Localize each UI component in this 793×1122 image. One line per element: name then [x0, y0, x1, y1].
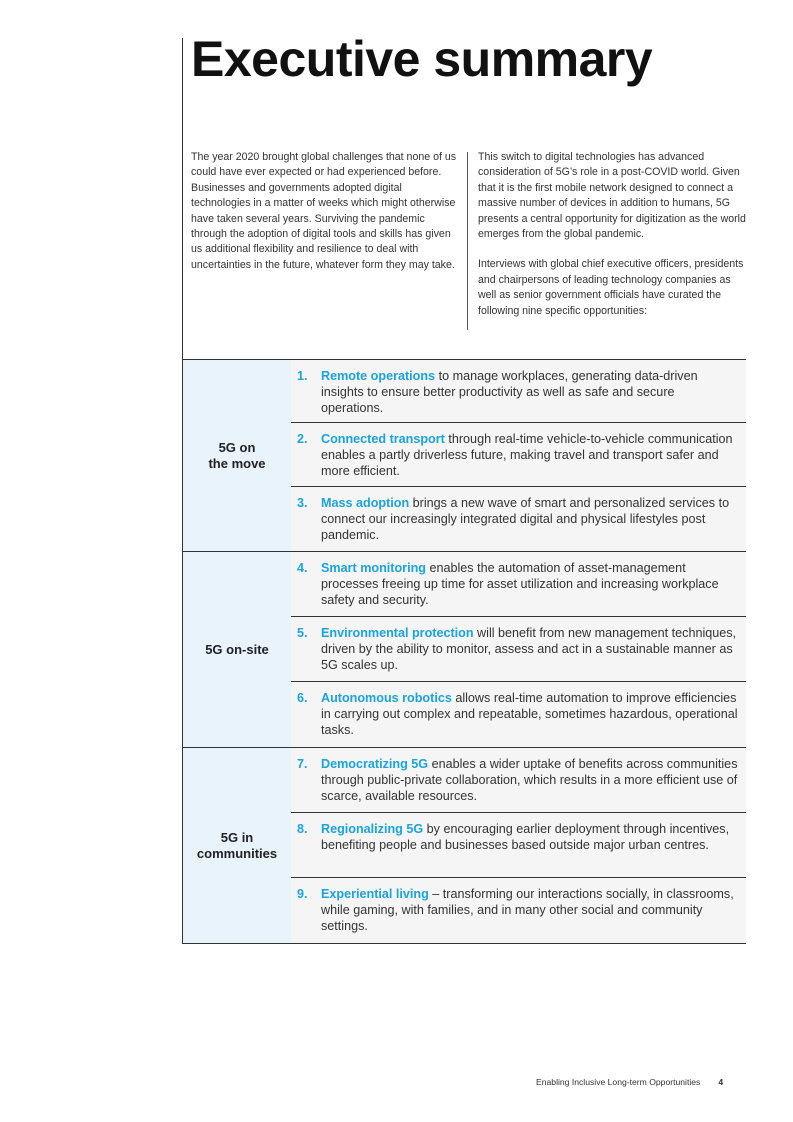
item-number: 4.: [297, 561, 308, 575]
group-items: [291, 360, 746, 551]
item-number: 5.: [297, 626, 308, 640]
page-title: Executive summary: [191, 31, 653, 87]
item-description: will benefit from new management techniques, driven by the ability to monitor, assess and act in a sustainable manner as 5G scales up.: [321, 626, 737, 672]
item-text: [321, 886, 740, 936]
item-description: allows real-time automation to improve efficiencies in carrying out complex and repeatable, sometimes hazardous, operational tasks.: [321, 691, 738, 737]
opportunity-group: [182, 551, 746, 747]
item-description: brings a new wave of smart and personalized services to connect our increasingly integrated digital and physical lifestyles post pandemic.: [321, 496, 730, 542]
item-number: 9.: [297, 887, 308, 901]
opportunity-item: [291, 552, 746, 617]
item-highlight: Connected transport: [321, 432, 445, 446]
group-label: 5G in communities: [183, 748, 291, 943]
opportunity-item: [291, 423, 746, 487]
item-description: through real-time vehicle-to-vehicle communication enables a partly driverless future, making travel and transport safer and more efficient.: [321, 432, 733, 478]
opportunity-item: [291, 617, 746, 682]
item-highlight: Democratizing 5G: [321, 757, 429, 771]
opportunity-item: [291, 682, 746, 747]
opportunity-group: [182, 359, 746, 551]
intro-left-column: [191, 150, 461, 288]
item-number: 2.: [297, 432, 308, 446]
item-highlight: Remote operations: [321, 369, 436, 383]
opportunity-item: [291, 748, 746, 813]
item-text: [321, 495, 740, 544]
intro-paragraph: The year 2020 brought global challenges that none of us could have ever expected or had experienced before. Businesses and governments adopted digital technologies in a matter of weeks which might otherwise have taken several years. Surviving the pandemic through the adoption of digital tools and skills has given us additional flexibility and resilience to deal with uncertainties in the future, whatever form they may take.: [191, 151, 457, 271]
footer-title: Enabling Inclusive Long-term Opportunities: [536, 1077, 701, 1087]
item-text: [321, 560, 740, 609]
item-highlight: Environmental protection: [321, 626, 474, 640]
group-label: 5G on the move: [183, 360, 291, 551]
page-number: 4: [718, 1077, 724, 1087]
group-items: [291, 552, 746, 747]
item-text: [321, 431, 740, 479]
intro-paragraph: This switch to digital technologies has advanced consideration of 5G’s role in a post-COVID world. Given that it is the first mobile network designed to connect a massive number of devices in addition to humans, 5G presents a central opportunity for digitization as the world emerges from the global pandemic.: [478, 151, 746, 241]
opportunity-item: [291, 360, 746, 423]
item-number: 3.: [297, 496, 308, 510]
opportunity-item: [291, 878, 746, 943]
opportunity-group: [182, 747, 746, 944]
item-text: [321, 821, 740, 870]
item-description: – transforming our interactions socially, in classrooms, while gaming, with families, and in many other social and community settings.: [321, 887, 734, 933]
item-description: by encouraging earlier deployment through incentives, benefiting people and businesses based outside major urban centres.: [321, 822, 730, 852]
item-number: 7.: [297, 757, 308, 771]
item-text: [321, 690, 740, 740]
page-footer: [536, 1077, 723, 1087]
item-description: enables a wider uptake of benefits across communities through public-private collaboration, which results in a more efficient use of scarce, available resources.: [321, 757, 738, 803]
item-number: 8.: [297, 822, 308, 836]
intro-right-column: [478, 150, 750, 334]
item-number: 6.: [297, 691, 308, 705]
intro-paragraph: Interviews with global chief executive officers, presidents and chairpersons of leading technology companies as well as senior government officials have curated the following nine specific opportunities:: [478, 258, 744, 317]
title-left-rule: [182, 38, 183, 360]
column-divider: [467, 152, 468, 330]
item-highlight: Autonomous robotics: [321, 691, 452, 705]
item-text: [321, 625, 740, 674]
item-highlight: Mass adoption: [321, 496, 410, 510]
item-text: [321, 368, 740, 415]
opportunity-item: [291, 487, 746, 551]
item-highlight: Experiential living: [321, 887, 429, 901]
item-text: [321, 756, 740, 805]
item-description: to manage workplaces, generating data-driven insights to ensure better productivity as well as safe and secure operations.: [321, 369, 698, 415]
item-highlight: Smart monitoring: [321, 561, 426, 575]
group-label: 5G on-site: [183, 552, 291, 747]
item-highlight: Regionalizing 5G: [321, 822, 424, 836]
opportunities-table: [182, 359, 746, 944]
opportunity-item: [291, 813, 746, 878]
item-description: enables the automation of asset-management processes freeing up time for asset utilization and increasing workplace safety and security.: [321, 561, 719, 607]
group-items: [291, 748, 746, 943]
item-number: 1.: [297, 369, 308, 383]
